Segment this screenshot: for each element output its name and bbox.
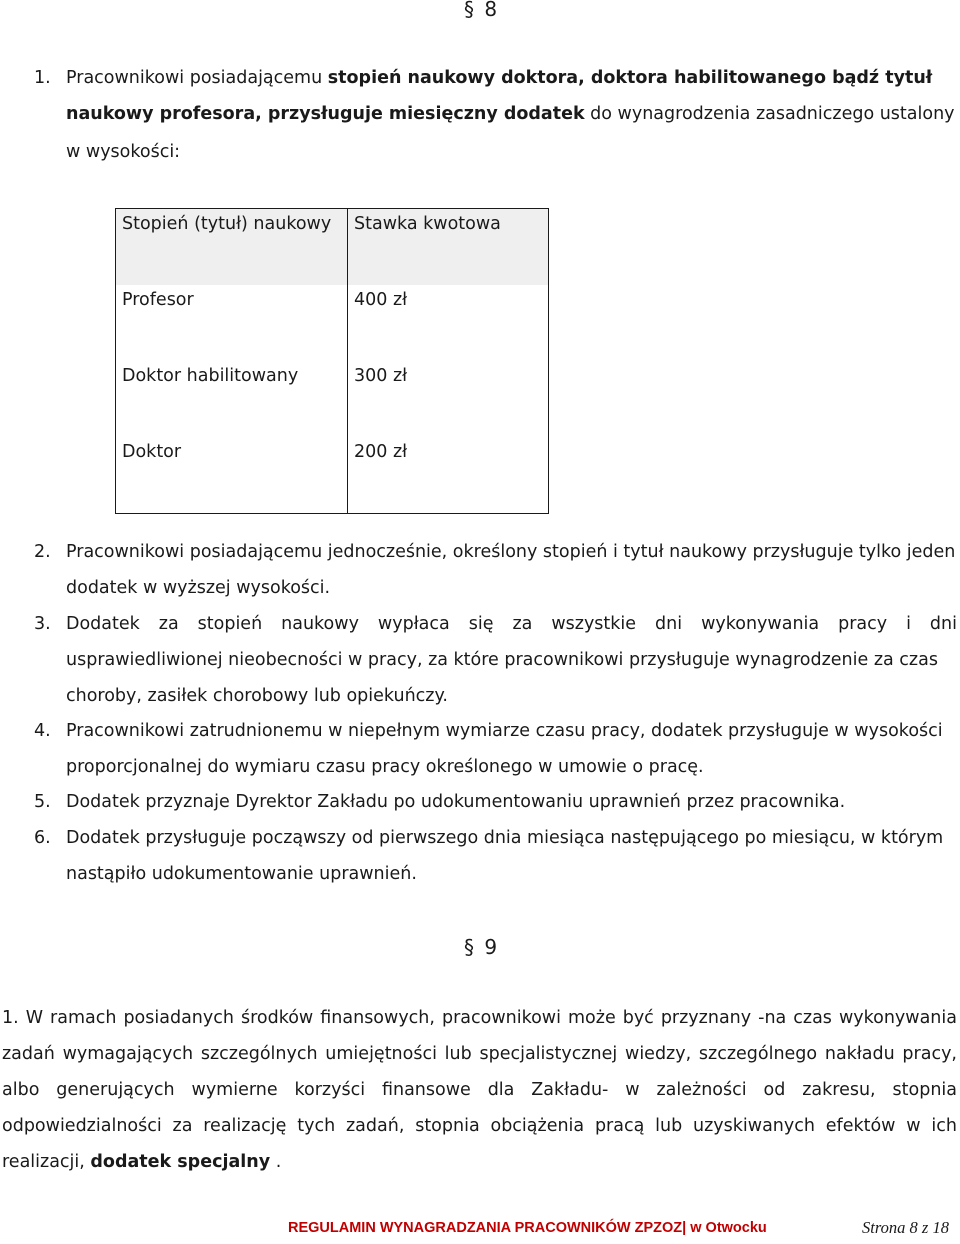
item-2-number: 2. xyxy=(34,542,51,562)
s9-item-1-line-3: albo generujących wymierne korzyści finansowe dla Zakładu- w zależności od zakresu, stopnia xyxy=(2,1080,957,1100)
s9-item-1-line-5: realizacji, dodatek specjalny . xyxy=(2,1152,282,1172)
table-row xyxy=(116,285,549,361)
section-8-heading: § 8 xyxy=(464,0,500,21)
header-rate: Stawka kwotowa xyxy=(348,209,549,286)
item-3-line-1: Dodatek za stopień naukowy wypłaca się za wszystkie dni wykonywania pracy i dni xyxy=(66,614,957,634)
item-4-number: 4. xyxy=(34,721,51,741)
item-5-number: 5. xyxy=(34,792,51,812)
item-1-line-3: w wysokości: xyxy=(66,142,181,162)
cell-rate: 200 zł xyxy=(348,437,549,514)
cell-degree: Doktor habilitowany xyxy=(116,361,348,437)
cell-degree: Doktor xyxy=(116,437,348,514)
item-3-number: 3. xyxy=(34,614,51,634)
item-6-line-1: Dodatek przysługuje począwszy od pierwszego dnia miesiąca następującego po miesiącu, w którym xyxy=(66,828,944,848)
table-header-row xyxy=(116,209,549,286)
cell-degree: Profesor xyxy=(116,285,348,361)
footer-title: REGULAMIN WYNAGRADZANIA PRACOWNIKÓW ZPZOZ| w Otwocku xyxy=(288,1220,767,1236)
item-4-line-1: Pracownikowi zatrudnionemu w niepełnym wymiarze czasu pracy, dodatek przysługuje w wysokości xyxy=(66,721,943,741)
item-4-line-2: proporcjonalnej do wymiaru czasu pracy określonego w umowie o pracę. xyxy=(66,757,704,777)
footer-page-number: Strona 8 z 18 xyxy=(862,1218,949,1237)
s9-item-1-line-4: odpowiedzialności za realizację tych zadań, stopnia obciążenia pracą lub uzyskiwanych efektów w ich xyxy=(2,1116,957,1136)
s9-item-1-line-1: 1. W ramach posiadanych środków finansowych, pracownikowi może być przyznany -na czas wykonywania xyxy=(2,1008,957,1028)
item-3-line-3: choroby, zasiłek chorobowy lub opiekuńczy. xyxy=(66,686,448,706)
section-9-heading: § 9 xyxy=(464,935,500,959)
rates-table xyxy=(115,208,549,514)
item-2-line-2: dodatek w wyższej wysokości. xyxy=(66,578,331,598)
item-6-line-2: nastąpiło udokumentowanie uprawnień. xyxy=(66,864,417,884)
table-row xyxy=(116,361,549,437)
table-row xyxy=(116,437,549,514)
item-3-line-2: usprawiedliwionej nieobecności w pracy, za które pracownikowi przysługuje wynagrodzenie za czas xyxy=(66,650,938,670)
item-1-line-2: naukowy profesora, przysługuje miesięczny dodatek do wynagrodzenia zasadniczego ustalony xyxy=(66,104,955,124)
item-6-number: 6. xyxy=(34,828,51,848)
item-1-line-1: Pracownikowi posiadającemu stopień naukowy doktora, doktora habilitowanego bądź tytuł xyxy=(66,68,933,88)
item-1-number: 1. xyxy=(34,68,51,88)
s9-item-1-line-2: zadań wymagających szczególnych umiejętności lub specjalistycznej wiedzy, szczególnego nakładu pracy, xyxy=(2,1044,957,1064)
item-5-line-1: Dodatek przyznaje Dyrektor Zakładu po udokumentowaniu uprawnień przez pracownika. xyxy=(66,792,846,812)
header-degree: Stopień (tytuł) naukowy xyxy=(116,209,348,286)
item-2-line-1: Pracownikowi posiadającemu jednocześnie, określony stopień i tytuł naukowy przysługuje tylko jeden xyxy=(66,542,956,562)
cell-rate: 300 zł xyxy=(348,361,549,437)
cell-rate: 400 zł xyxy=(348,285,549,361)
